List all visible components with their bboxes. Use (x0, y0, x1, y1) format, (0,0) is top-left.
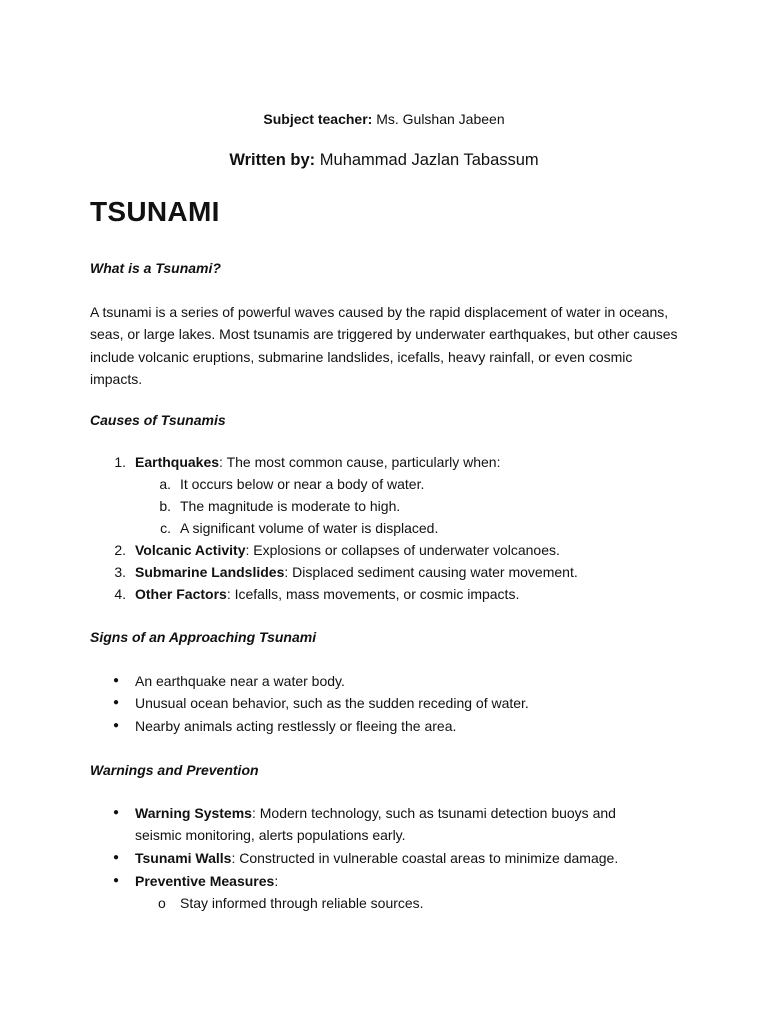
sub-bullet-item: Stay informed through reliable sources. (180, 895, 424, 911)
list-item-text: : The most common cause, particularly when: (219, 454, 501, 470)
bullet-item (135, 873, 278, 889)
list-item (135, 564, 578, 580)
sublist-letter: a. (159, 476, 171, 492)
list-item (135, 542, 560, 558)
bullet-icon: ● (113, 852, 120, 863)
bullet-item-term: Preventive Measures (135, 873, 275, 889)
bullet-item-text: : Modern technology, such as tsunami detection buoys and (251, 805, 616, 821)
bullet-item (135, 850, 618, 866)
bullet-icon: ● (113, 697, 120, 708)
list-item (135, 586, 519, 602)
bullet-item: An earthquake near a water body. (135, 673, 345, 689)
author-name: Muhammad Jazlan Tabassum (319, 151, 539, 169)
sublist-item: It occurs below or near a body of water. (180, 476, 425, 492)
bullet-item: Unusual ocean behavior, such as the sudden receding of water. (135, 695, 529, 711)
bullet-item-term: Tsunami Walls (135, 850, 232, 866)
list-item-term: Volcanic Activity (135, 542, 246, 558)
list-item-term: Submarine Landslides (135, 564, 285, 580)
bullet-item-text: : (274, 873, 279, 889)
bullet-icon: ● (113, 875, 120, 886)
list-item-term: Other Factors (135, 586, 227, 602)
teacher-label: Subject teacher: (263, 111, 373, 127)
author-label: Written by: (229, 151, 316, 169)
bullet-icon: ● (113, 675, 120, 686)
bullet-item-term: Warning Systems (135, 805, 252, 821)
list-number: 1. (114, 454, 126, 470)
bullet-icon: ● (113, 720, 120, 731)
paragraph-what: A tsunami is a series of powerful waves caused by the rapid displacement of water in oceans, seas, or large lakes. Most tsunamis are triggered by underwater earthquakes, but other causes include volcanic eruptions, submarine landslides, icefalls, heavy rainfall, or even cosmic impacts. (90, 304, 678, 387)
circle-bullet-icon: o (158, 895, 166, 911)
section-heading-causes: Causes of Tsunamis (90, 412, 226, 428)
document-title: TSUNAMI (90, 196, 220, 227)
list-item-text: : Icefalls, mass movements, or cosmic impacts. (226, 586, 520, 602)
section-heading-signs: Signs of an Approaching Tsunami (90, 629, 317, 645)
bullet-item-text: : Constructed in vulnerable coastal areas to minimize damage. (231, 850, 619, 866)
section-heading-what: What is a Tsunami? (90, 260, 221, 276)
section-heading-warnings: Warnings and Prevention (90, 762, 259, 778)
sublist-letter: c. (160, 520, 171, 536)
list-item-text: : Displaced sediment causing water movement. (284, 564, 578, 580)
list-number: 3. (114, 564, 126, 580)
sublist-item: The magnitude is moderate to high. (180, 498, 401, 514)
list-number: 4. (114, 586, 126, 602)
bullet-item-continuation: seismic monitoring, alerts populations early. (135, 827, 406, 843)
bullet-item: Nearby animals acting restlessly or fleeing the area. (135, 718, 457, 734)
list-item-term: Earthquakes (135, 454, 220, 470)
list-item-text: : Explosions or collapses of underwater volcanoes. (245, 542, 560, 558)
teacher-name: Ms. Gulshan Jabeen (376, 111, 505, 127)
written-by-line (0, 151, 768, 170)
sublist-item: A significant volume of water is displaced. (180, 520, 439, 536)
list-item (135, 454, 500, 470)
bullet-item (135, 805, 616, 821)
subject-teacher-line (0, 111, 768, 127)
list-number: 2. (114, 542, 126, 558)
sublist-letter: b. (159, 498, 171, 514)
bullet-icon: ● (113, 807, 120, 818)
